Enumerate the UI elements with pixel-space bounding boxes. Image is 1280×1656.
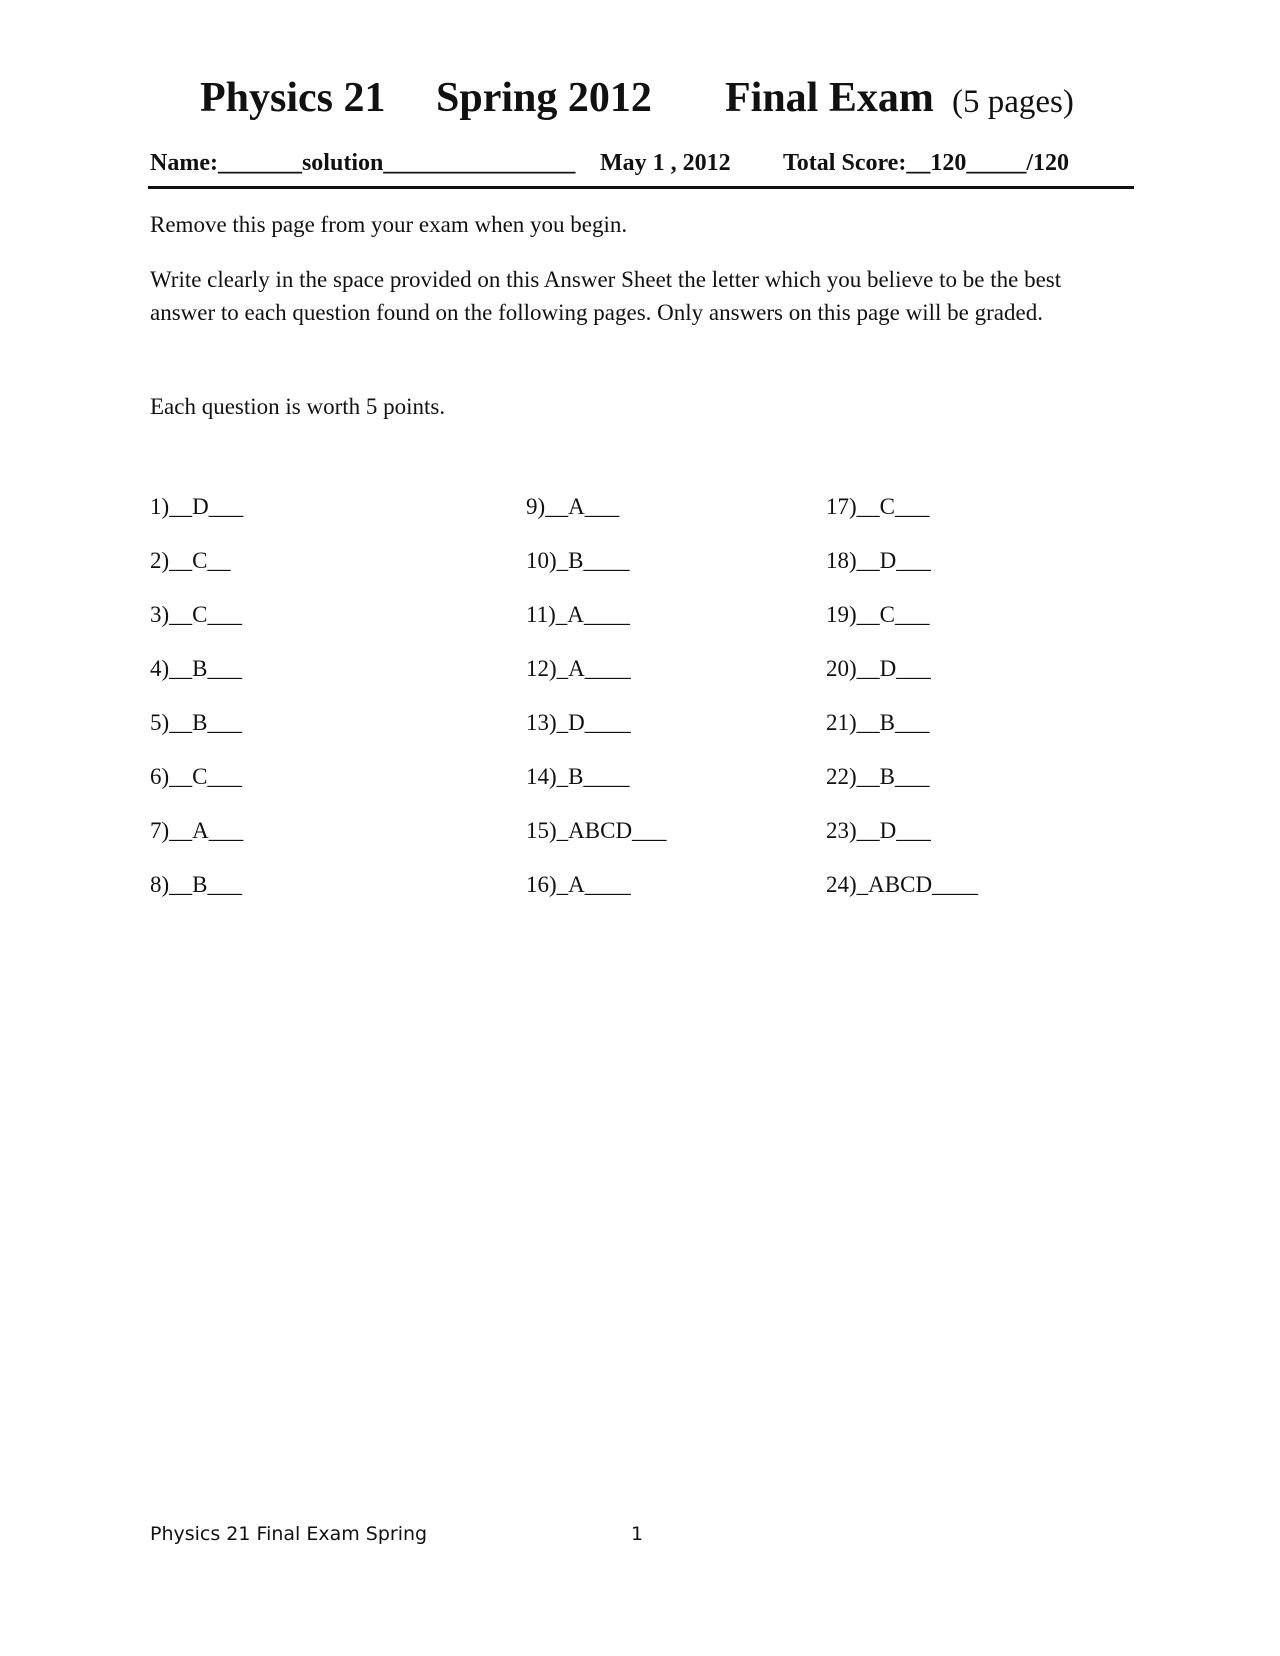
answer-9: 9)__A___ [526,494,620,519]
write-instruction: Write clearly in the space provided on this Answer Sheet the letter which you believe to be the best answer to each question found on the following pages. Only answers on this page will be graded. [150,267,1062,325]
header-divider [148,186,1134,189]
answer-16: 16)_A____ [526,872,631,897]
answer-4: 4)__B___ [150,656,242,681]
term-title: Spring 2012 [436,75,652,121]
answer-13: 13)_D____ [526,710,631,735]
answer-10: 10)_B____ [526,548,630,573]
answer-12: 12)_A____ [526,656,631,681]
exam-title [0,74,1280,134]
answer-21: 21)__B___ [826,710,930,735]
student-info-row [150,150,1130,186]
answer-6: 6)__C___ [150,764,242,789]
answer-3: 3)__C___ [150,602,242,627]
exam-date: May 1 , 2012 [600,150,731,176]
answer-2: 2)__C__ [150,548,231,573]
answer-7: 7)__A___ [150,818,244,843]
answer-15: 15)_ABCD___ [526,818,667,843]
answer-1: 1)__D___ [150,494,244,519]
answer-23: 23)__D___ [826,818,931,843]
answer-11: 11)_A____ [526,602,630,627]
page-count: (5 pages) [952,84,1074,120]
footer-page-number: 1 [631,1523,644,1545]
total-score: Total Score:__120_____/120 [783,150,1069,176]
footer-title: Physics 21 Final Exam Spring [150,1523,428,1545]
answer-8: 8)__B___ [150,872,242,897]
answer-18: 18)__D___ [826,548,931,573]
name-field: Name:_______solution________________ [150,150,576,176]
answer-20: 20)__D___ [826,656,931,681]
remove-instruction: Remove this page from your exam when you begin. [150,212,628,237]
answer-24: 24)_ABCD____ [826,872,979,897]
exam-name: Final Exam [725,75,934,121]
course-title: Physics 21 [200,75,386,121]
answer-22: 22)__B___ [826,764,930,789]
answer-grid [0,494,1280,914]
answer-17: 17)__C___ [826,494,930,519]
answer-5: 5)__B___ [150,710,242,735]
answer-14: 14)_B____ [526,764,630,789]
points-instruction: Each question is worth 5 points. [150,394,446,419]
answer-19: 19)__C___ [826,602,930,627]
